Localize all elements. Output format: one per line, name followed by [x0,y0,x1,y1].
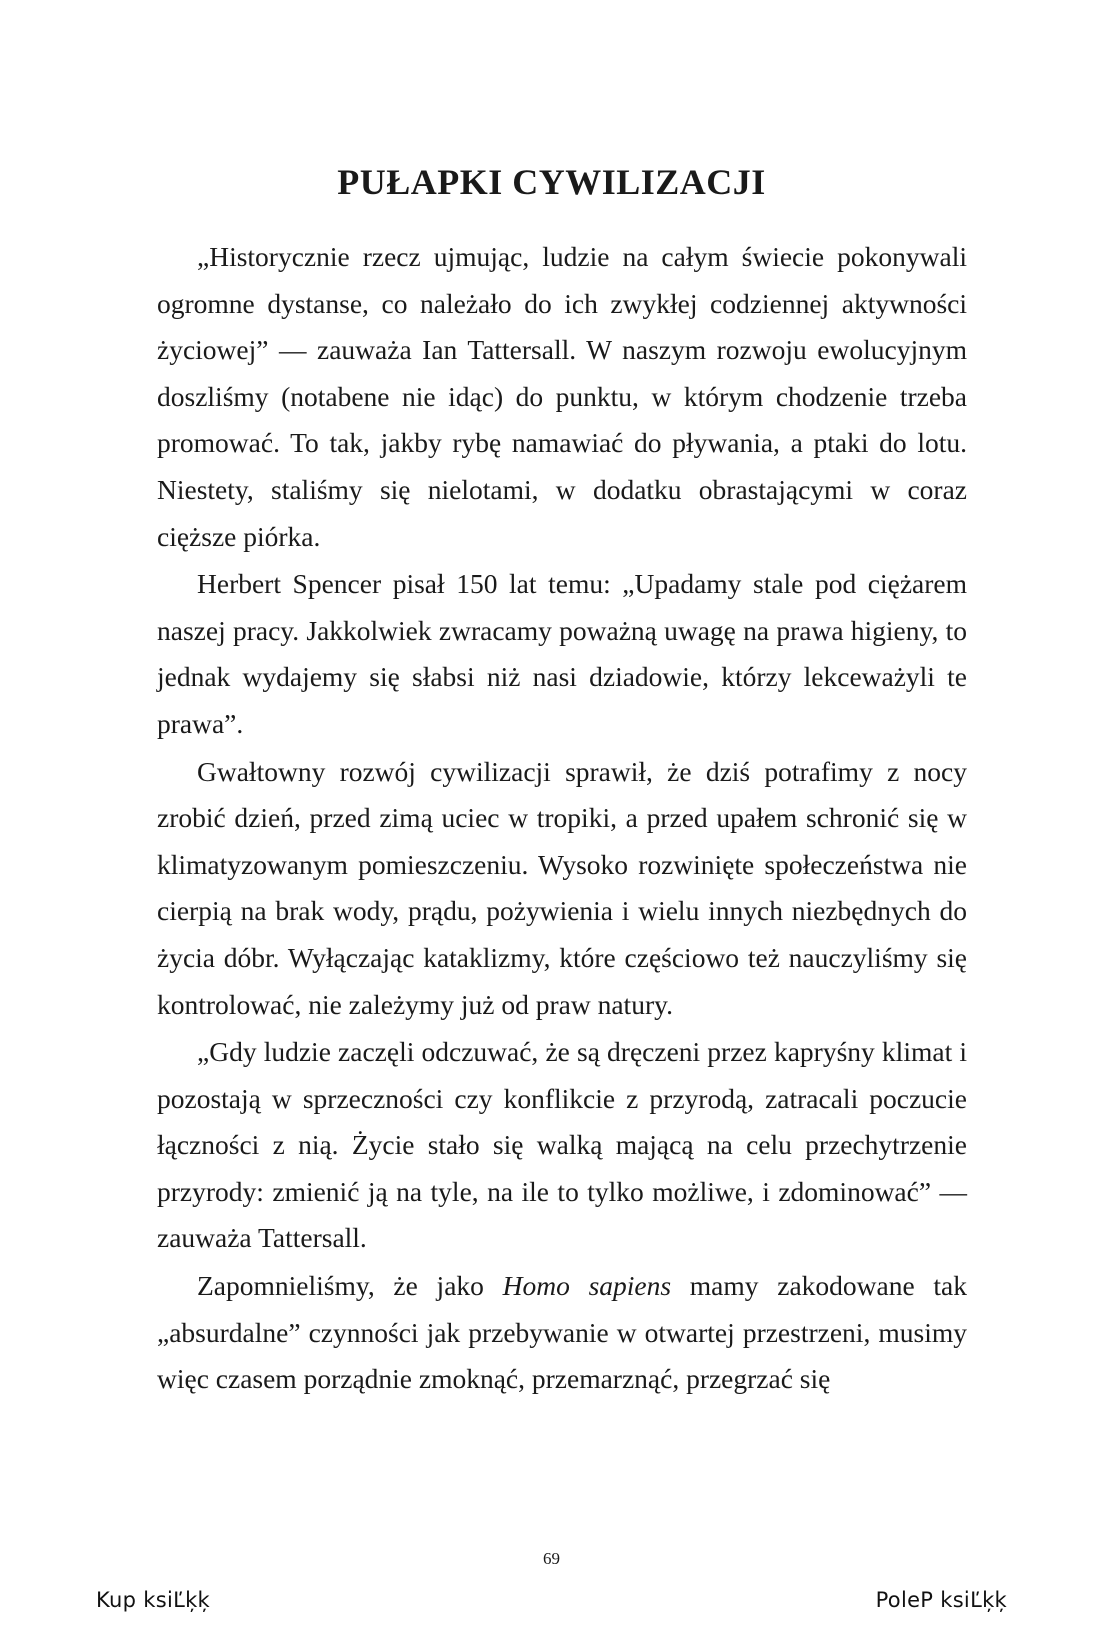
body-text [157,234,967,1404]
paragraph-4: „Gdy ludzie zaczęli odczuwać, że są dręczeni przez kapryśny klimat i pozostają w sprzeczności czy konflikcie z przyrodą, zatracali poczucie łączności z nią. Życie stało się walką mającą na celu przechytrzenie przyrody: zmienić ją na tyle, na ile to tylko możliwe, i zdominować” — zauważa Tattersall. [157,1036,967,1254]
chapter-title: PUŁAPKI CYWILIZACJI [337,162,766,202]
paragraph-2: Herbert Spencer pisał 150 lat temu: „Upadamy stale pod ciężarem naszej pracy. Jakkolwiek zwracamy poważną uwagę na prawa higieny, to jednak wydajemy się słabsi niż nasi dziadowie, którzy lekceważyli te prawa”. [157,568,967,739]
paragraph-5-start: Zapomnieliśmy, że jako [197,1270,503,1302]
page-number: 69 [543,1549,560,1568]
paragraph-3: Gwałtowny rozwój cywilizacji sprawił, że dziś potrafimy z nocy zrobić dzień, przed zimą uciec w tropiki, a przed upałem schronić się w klimatyzowanym pomieszczeniu. Wysoko rozwinięte społeczeństwa nie cierpią na brak wody, prądu, pożywienia i wielu innych niezbędnych do życia dóbr. Wyłączając kataklizmy, które częściowo też nauczyliśmy się kontrolować, nie zależymy już od praw natury. [157,755,967,1020]
italic-term: Homo sapiens [502,1270,672,1302]
paragraph-5 [157,1263,967,1403]
paragraph-1: „Historycznie rzecz ujmując, ludzie na całym świecie pokonywali ogromne dystanse, co należało do ich zwykłej codziennej aktywności życiowej” — zauważa Ian Tattersall. W naszym rozwoju ewolucyjnym doszliśmy (notabene nie idąc) do punktu, w którym chodzenie trzeba promować. To tak, jakby rybę namawiać do pływania, a ptaki do lotu. Niestety, staliśmy się nielotami, w dodatku obrastającymi w coraz cięższe piórka. [157,241,967,552]
buy-book-link[interactable]: Kup ksiĽķķ [96,1588,210,1612]
recommend-book-link[interactable]: PoleP ksiĽķķ [875,1588,1007,1612]
paragraph-5-end: mamy zakodowane tak „absurdalne” czynności jak przebywanie w otwartej przestrzeni, musimy więc czasem porządnie zmoknąć, przemarznąć, przegrzać się [157,1270,967,1395]
